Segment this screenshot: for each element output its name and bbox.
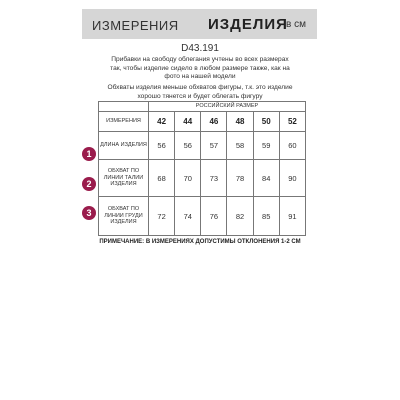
- fit-note: [95, 56, 305, 82]
- size-group-header: РОССИЙСКИЙ РАЗМЕР: [149, 102, 306, 112]
- table-cell: 85: [253, 197, 279, 236]
- table-corner-cell: [99, 102, 149, 112]
- row-label-line: ОБХВАТ ПО: [107, 206, 140, 213]
- header-measurements-label: ИЗМЕРЕНИЯ: [92, 18, 179, 33]
- row-number-badge: 1: [82, 147, 96, 161]
- stretch-note-line: хорошо тянется и будет облегать фигуру: [137, 92, 263, 100]
- row-label-line: ЛИНИИ ГРУДИ: [104, 212, 143, 219]
- stretch-note-line: Обхваты изделия меньше обхватов фигуры, т.к. это изделие: [107, 84, 293, 91]
- row-number-badge: 3: [82, 206, 96, 220]
- table-cell: 73: [201, 160, 227, 197]
- table-cell: 56: [175, 132, 201, 160]
- table-cell: 56: [149, 132, 175, 160]
- table-cell: 57: [201, 132, 227, 160]
- table-cell: 72: [149, 197, 175, 236]
- row-label: [99, 132, 149, 160]
- table-cell: 91: [279, 197, 305, 236]
- row-number-badge: 2: [82, 177, 96, 191]
- size-header: 44: [175, 112, 201, 132]
- size-header: 46: [201, 112, 227, 132]
- measurements-column-header: ИЗМЕРЕНИЯ: [99, 112, 149, 132]
- size-header: 52: [279, 112, 305, 132]
- table-cell: 70: [175, 160, 201, 197]
- table-row: [99, 132, 306, 160]
- table-cell: 76: [201, 197, 227, 236]
- table-cell: 58: [227, 132, 253, 160]
- row-label: [99, 160, 149, 197]
- row-label-line: ИЗДЕЛИЯ: [110, 181, 137, 188]
- fit-note-line: так, чтобы изделие сидело в любом размере также, как на: [110, 64, 290, 72]
- table-cell: 90: [279, 160, 305, 197]
- table-cell: 84: [253, 160, 279, 197]
- size-header: 48: [227, 112, 253, 132]
- row-label-line: ЛИНИИ ТАЛИИ: [103, 174, 144, 181]
- header-product-label: ИЗДЕЛИЯ: [208, 16, 288, 33]
- size-table: [98, 101, 306, 236]
- table-cell: 59: [253, 132, 279, 160]
- size-table-wrapper: [98, 101, 306, 233]
- header-banner: [82, 9, 317, 39]
- size-header: 42: [149, 112, 175, 132]
- table-cell: 82: [227, 197, 253, 236]
- table-row: [99, 197, 306, 236]
- fit-note-line: фото на нашей модели: [164, 73, 236, 80]
- fit-note-line: Прибавки на свободу облегания учтены во всех размерах: [111, 56, 289, 63]
- table-cell: 68: [149, 160, 175, 197]
- stretch-note: [95, 84, 305, 101]
- article-code: D43.191: [181, 43, 219, 54]
- row-label: [99, 197, 149, 236]
- table-cell: 60: [279, 132, 305, 160]
- row-label-line: ОБХВАТ ПО: [107, 168, 140, 175]
- row-label-line: ИЗДЕЛИЯ: [110, 219, 137, 226]
- size-header: 50: [253, 112, 279, 132]
- header-unit-label: в см: [286, 19, 306, 30]
- tolerance-footnote: ПРИМЕЧАНИЕ: В ИЗМЕРЕНИЯХ ДОПУСТИМЫ ОТКЛОНЕНИЯ 1-2 СМ: [99, 239, 301, 245]
- table-cell: 78: [227, 160, 253, 197]
- row-label-line: ДЛИНА ИЗДЕЛИЯ: [100, 142, 147, 149]
- table-row: [99, 160, 306, 197]
- table-cell: 74: [175, 197, 201, 236]
